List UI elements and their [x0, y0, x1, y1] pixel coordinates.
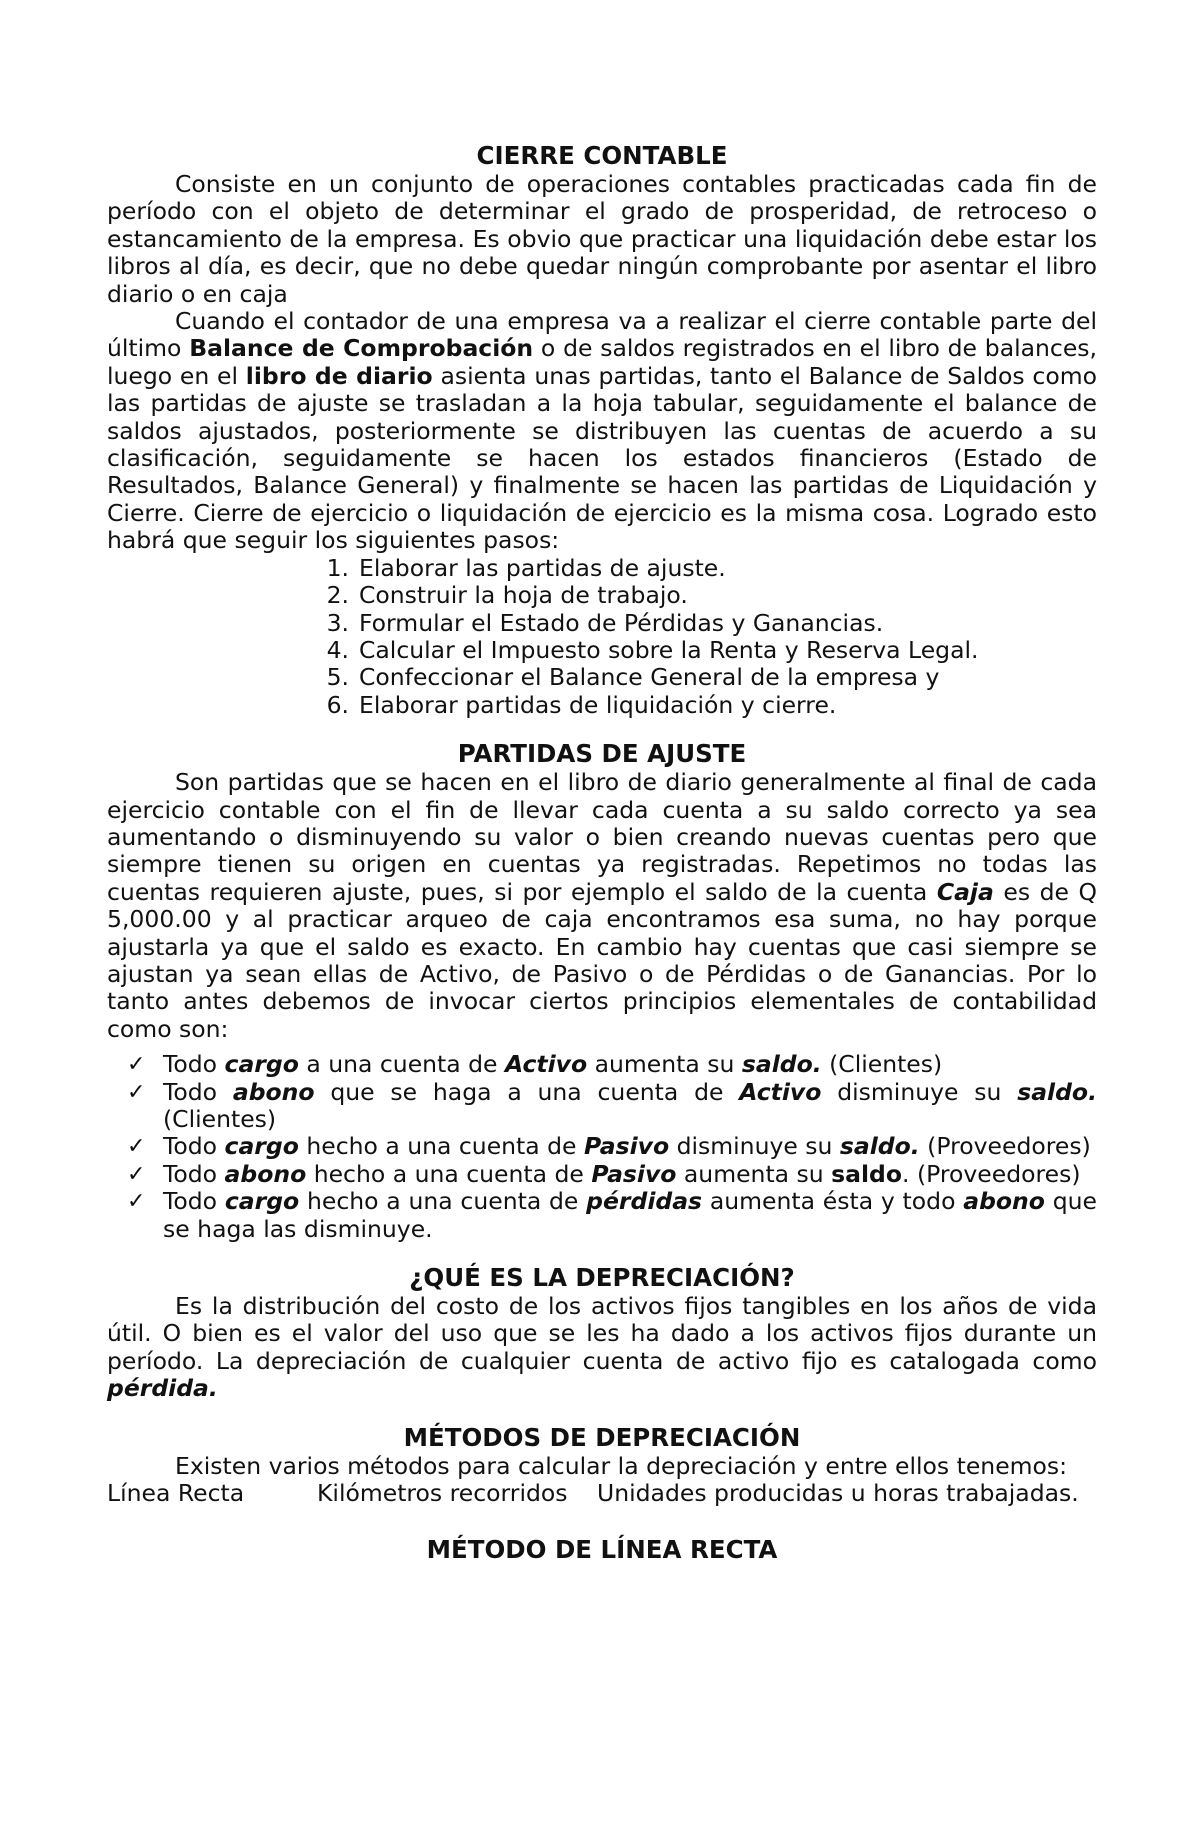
- spacer: [107, 1243, 1097, 1263]
- rule-text: Todo cargo hecho a una cuenta de pérdidas aumenta ésta y todo abono que se haga las disminuye.: [163, 1187, 1097, 1243]
- heading-metodo-linea-recta: MÉTODO DE LÍNEA RECTA: [426, 1535, 778, 1565]
- step-text: Formular el Estado de Pérdidas y Ganancias.: [359, 608, 884, 637]
- step-number: 2.: [326, 581, 349, 610]
- spacer: [107, 1507, 1097, 1527]
- method-kilometros: Kilómetros recorridos: [317, 1479, 568, 1508]
- text-run: o de saldos registrados en el libro de balances, luego en el: [107, 334, 1098, 390]
- step-text: Elaborar las partidas de ajuste.: [359, 553, 726, 582]
- list-item: [315, 637, 1097, 664]
- rule-text: Todo cargo a una cuenta de Activo aumenta su saldo. (Clientes): [163, 1050, 943, 1079]
- bold-term-balance-comprobacion: Balance de Comprobación: [189, 334, 534, 363]
- step-text: Construir la hoja de trabajo.: [359, 581, 688, 610]
- heading-que-es-depreciacion: ¿QUÉ ES LA DEPRECIACIÓN?: [409, 1263, 795, 1293]
- step-text: Calcular el Impuesto sobre la Renta y Reserva Legal.: [359, 635, 979, 664]
- bold-term-libro-diario: libro de diario: [245, 361, 433, 390]
- paragraph-cierre-process: [107, 308, 1097, 555]
- checkmark-icon: ✓: [127, 1052, 146, 1078]
- text-run: es de Q 5,000.00 y al practicar arqueo de caja encontramos esa suma, no hay porque ajustarla ya que el saldo es exacto. En cambio hay cuentas que casi siempre se ajustan ya sean ellas de Activo, de Pasivo o de Pérdidas o de Ganancias. Por lo tanto antes debemos de invocar ciertos principios elementales de contabilidad como son:: [107, 877, 1098, 1043]
- paragraph-metodos: Existen varios métodos para calcular la depreciación y entre ellos tenemos:: [175, 1451, 1068, 1480]
- bold-term-perdida: pérdida.: [107, 1374, 218, 1403]
- spacer: [107, 719, 1097, 739]
- paragraph-cierre-intro: Consiste en un conjunto de operaciones contables practicadas cada fin de período con el objeto de determinar el grado de prosperidad, de retroceso o estancamiento de la empresa. Es obvio que practicar una liquidación debe estar los libros al día, es decir, que no debe quedar ningún comprobante por asentar el libro diario o en caja: [107, 170, 1097, 308]
- heading-partidas-ajuste: PARTIDAS DE AJUSTE: [457, 739, 747, 769]
- rule-text: Todo cargo hecho a una cuenta de Pasivo disminuye su saldo. (Proveedores): [163, 1132, 1091, 1161]
- spacer: [107, 1403, 1097, 1423]
- paragraph-depreciacion: [107, 1293, 1097, 1403]
- list-item: [127, 1188, 1097, 1243]
- text-run: Cuando el contador de una empresa va a realizar el cierre contable parte del último: [107, 307, 1097, 363]
- spacer: [107, 1527, 1097, 1535]
- text-run: asienta unas partidas, tanto el Balance de Saldos como las partidas de ajuste se trasladan a la hoja tabular, seguidamente el balance de saldos ajustados, posteriormente se distribuyen las cuentas de acuerdo a su clasificación, seguidamente se hacen los estados financieros (Estado de Resultados, Balance General) y finalmente se hacen las partidas de Liquidación y Cierre. Cierre de ejercicio o liquidación de ejercicio es la misma cosa. Logrado esto habrá que seguir los siguientes pasos:: [107, 361, 1097, 555]
- method-unidades: Unidades producidas u horas trabajadas.: [597, 1479, 1079, 1508]
- text-run: Son partidas que se hacen en el libro de diario generalmente al final de cada ejercicio contable con el fin de llevar cada cuenta a su saldo correcto ya sea aumentando o disminuyendo su valor o bien creando nuevas cuentas pero que siempre tienen su origen en cuentas ya registradas. Repetimos no todas las cuentas requieren ajuste, pues, si por ejemplo el saldo de la cuenta: [107, 768, 1097, 906]
- step-number: 1.: [326, 553, 349, 582]
- heading-metodos-depreciacion: MÉTODOS DE DEPRECIACIÓN: [403, 1422, 801, 1452]
- text-run: Es la distribución del costo de los activos fijos tangibles en los años de vida útil. O bien es el valor del uso que se les ha dado a los activos fijos durante un período. La depreciación de cualquier cuenta de activo fijo es catalogada como: [107, 1292, 1097, 1375]
- methods-row: [107, 1480, 1097, 1507]
- heading-cierre-contable: CIERRE CONTABLE: [476, 141, 728, 170]
- step-number: 3.: [326, 608, 349, 637]
- checkmark-icon: ✓: [127, 1134, 146, 1160]
- method-linea-recta: Línea Recta: [107, 1479, 245, 1508]
- list-item: [315, 692, 1097, 719]
- bold-term-caja: Caja: [936, 877, 994, 906]
- list-item: [315, 582, 1097, 609]
- step-text: Elaborar partidas de liquidación y cierre.: [359, 690, 837, 719]
- list-item: [127, 1161, 1097, 1188]
- list-item: [315, 664, 1097, 691]
- paragraph-partidas-ajuste: [107, 769, 1097, 1043]
- checkmark-icon: ✓: [127, 1161, 146, 1187]
- checkmark-icon: ✓: [127, 1079, 146, 1105]
- rules-list: [107, 1051, 1097, 1243]
- rule-text: Todo abono que se haga a una cuenta de Activo disminuye su saldo. (Clientes): [163, 1077, 1097, 1133]
- rule-text: Todo abono hecho a una cuenta de Pasivo aumenta su saldo. (Proveedores): [163, 1159, 1081, 1188]
- step-number: 6.: [326, 690, 349, 719]
- list-item: [127, 1079, 1097, 1134]
- list-item: [127, 1133, 1097, 1160]
- list-item: [315, 555, 1097, 582]
- document-body: [107, 141, 1097, 1565]
- step-text: Confeccionar el Balance General de la empresa y: [359, 663, 940, 692]
- checkmark-icon: ✓: [127, 1189, 146, 1215]
- steps-list: [107, 555, 1097, 719]
- list-item: [315, 610, 1097, 637]
- step-number: 4.: [326, 635, 349, 664]
- step-number: 5.: [326, 663, 349, 692]
- list-item: [127, 1051, 1097, 1078]
